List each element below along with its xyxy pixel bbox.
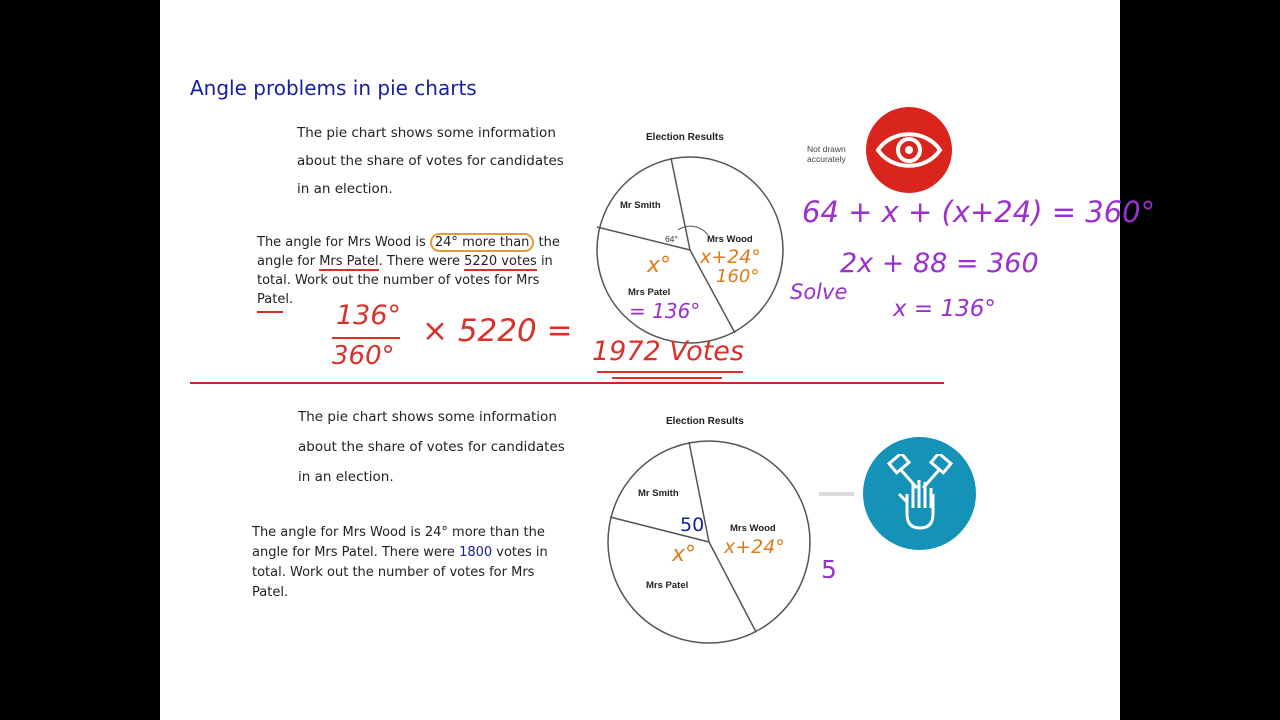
q1-chart-title: Election Results xyxy=(646,132,724,143)
note-line: accurately xyxy=(807,154,846,164)
page-title: Angle problems in pie charts xyxy=(190,76,477,100)
q1-patel-value: = 136° xyxy=(629,299,701,323)
fraction-denominator: 360° xyxy=(332,341,395,371)
answer-underline xyxy=(597,371,743,373)
scroll-mark xyxy=(819,492,854,496)
q1-x-wood: x+24° xyxy=(700,246,761,268)
q1-question-line: angle for Mrs Patel. There were 5220 votes in xyxy=(257,254,553,269)
q2-label-smith: Mr Smith xyxy=(638,488,679,499)
q2-intro-line: about the share of votes for candidates xyxy=(298,439,565,455)
fraction-bar xyxy=(332,337,400,339)
q2-label-patel: Mrs Patel xyxy=(646,580,689,591)
q2-question-line: total. Work out the number of votes for Mrs xyxy=(252,565,535,580)
q2-question xyxy=(252,523,548,603)
underline-5220-votes: 5220 votes xyxy=(464,254,537,269)
q1-intro xyxy=(297,119,564,203)
q1-intro-line: The pie chart shows some information xyxy=(297,125,556,141)
q2-total-votes: 1800 xyxy=(459,545,493,560)
q2-x-patel: x° xyxy=(672,542,697,567)
q2-question-line: Patel. xyxy=(252,585,289,600)
q1-question-line: Patel. xyxy=(257,292,294,307)
highlight-24-more: 24° more than xyxy=(430,233,535,252)
q1-label-wood: Mrs Wood xyxy=(707,234,753,245)
section-divider xyxy=(190,382,944,384)
q2-question-line: The angle for Mrs Wood is 24° more than the xyxy=(252,525,545,540)
worksheet-page xyxy=(160,0,1156,720)
multiply-expression: × 5220 = xyxy=(422,313,573,349)
eye-icon xyxy=(866,107,952,193)
q1-x-patel: x° xyxy=(647,253,672,278)
q1-wood-value: 160° xyxy=(716,266,760,287)
q1-question-line: The angle for Mrs Wood is 24° more than the xyxy=(257,235,560,250)
q2-x-wood: x+24° xyxy=(724,536,785,558)
q2-angle-annotation: 50 xyxy=(680,514,705,536)
teamwork-hands-shape xyxy=(877,454,963,534)
solve-note: Solve xyxy=(790,280,848,304)
eye-icon-shape xyxy=(874,125,944,175)
answer: 1972 Votes xyxy=(592,336,744,367)
equation-1: 64 + x + (x+24) = 360° xyxy=(802,195,1156,229)
q1-label-smith: Mr Smith xyxy=(620,200,661,211)
fraction-numerator: 136° xyxy=(336,300,402,331)
underline-patel xyxy=(257,311,283,313)
q1-label-patel: Mrs Patel xyxy=(628,287,671,298)
q2-side-note: 5 xyxy=(821,555,837,584)
q1-intro-line: in an election. xyxy=(297,181,393,197)
q2-question-line: angle for Mrs Patel. There were 1800 votes in xyxy=(252,545,548,560)
equation-3: x = 136° xyxy=(893,296,996,322)
q1-intro-line: about the share of votes for candidates xyxy=(297,153,564,169)
teamwork-hands-icon xyxy=(863,437,976,550)
equation-2: 2x + 88 = 360 xyxy=(840,248,1039,279)
note-line: Not drawn xyxy=(807,144,846,154)
answer-underline xyxy=(612,377,722,379)
underline-mrs-patel: Mrs Patel xyxy=(319,254,379,269)
q1-angle-arc xyxy=(678,226,708,235)
q1-angle-label: 64° xyxy=(665,234,678,244)
not-drawn-note xyxy=(807,144,846,164)
q1-question-line: total. Work out the number of votes for Mrs xyxy=(257,273,540,288)
q2-intro-line: in an election. xyxy=(298,469,394,485)
q2-label-wood: Mrs Wood xyxy=(730,523,776,534)
q1-question xyxy=(257,233,560,309)
q2-intro xyxy=(298,402,565,492)
q2-intro-line: The pie chart shows some information xyxy=(298,409,557,425)
q2-chart-title: Election Results xyxy=(666,416,744,427)
